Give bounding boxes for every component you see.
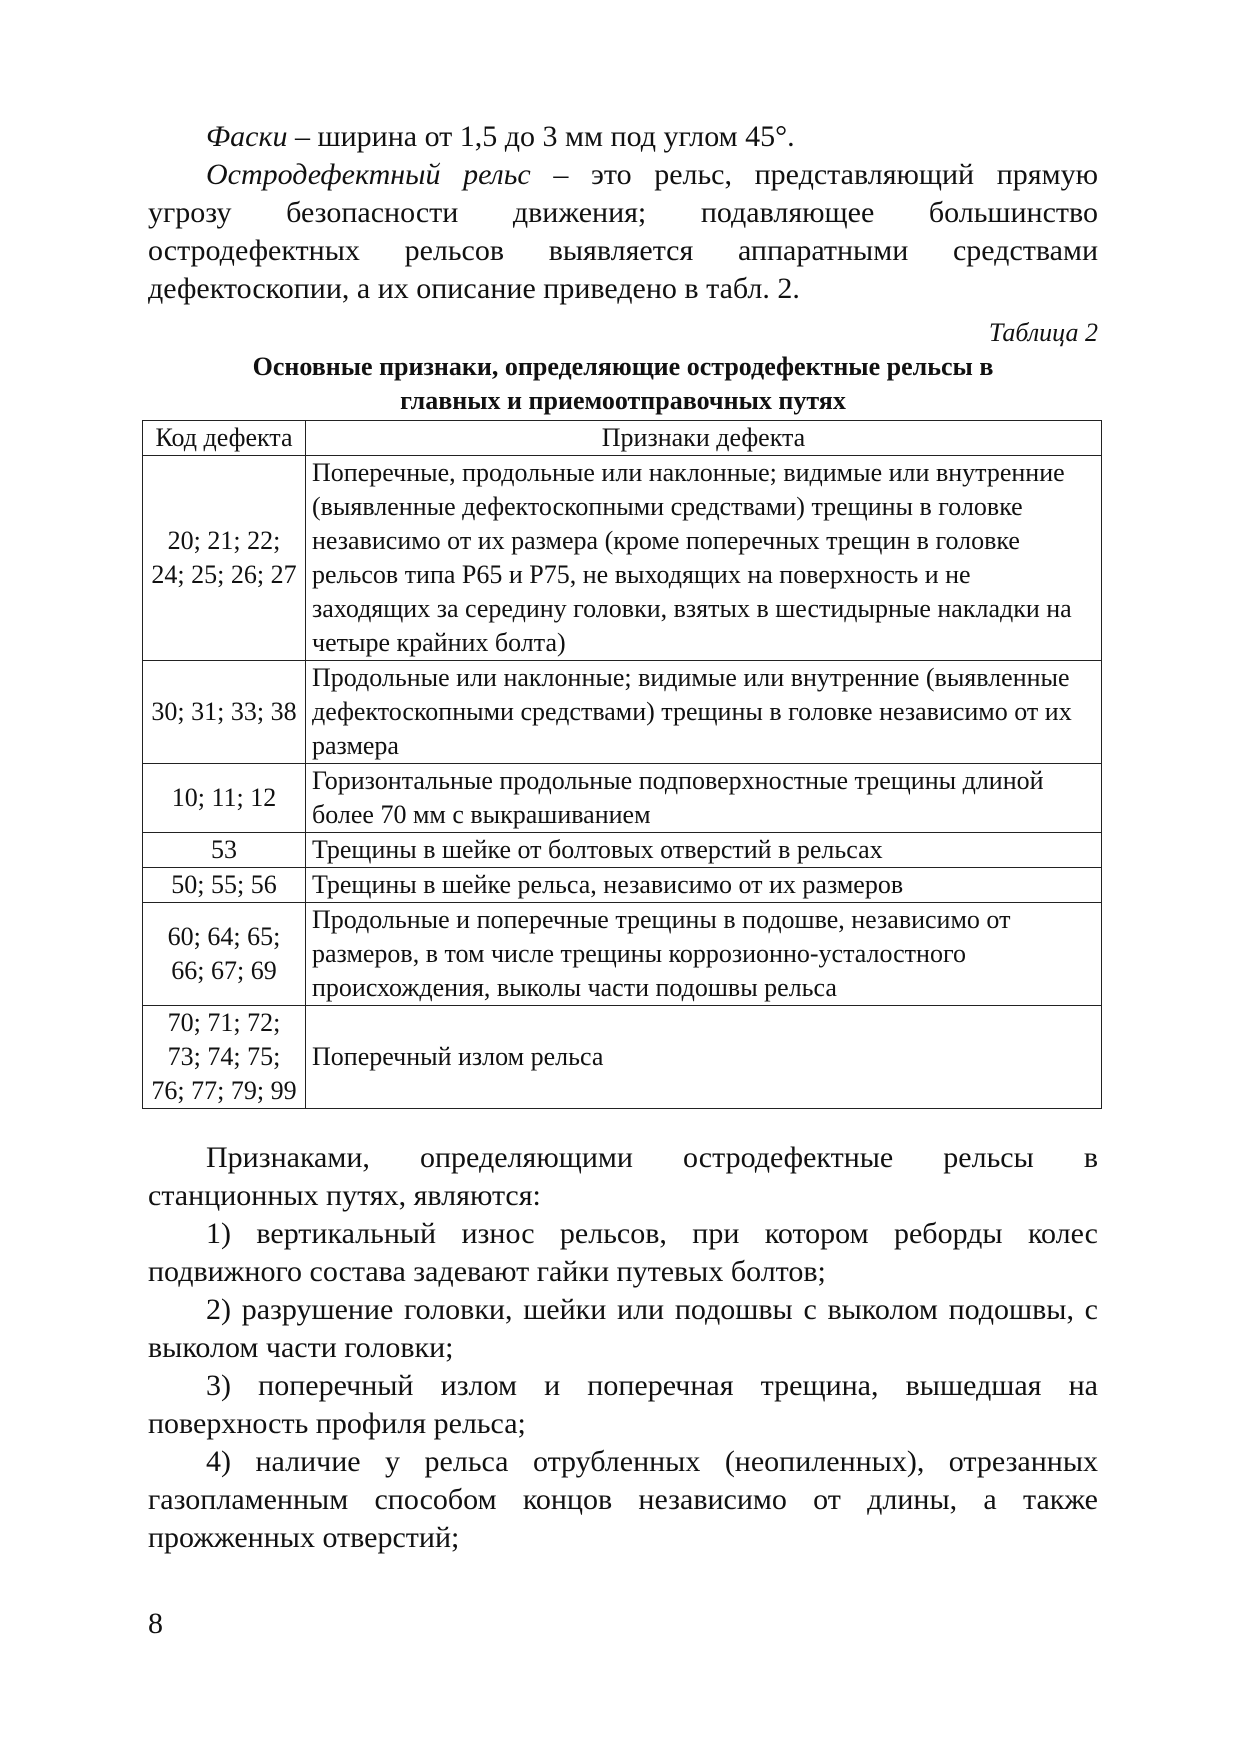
term-defective-rail: Остродефектный рельс (206, 158, 531, 191)
table-title (148, 350, 1098, 418)
list-item: 3) поперечный излом и поперечная трещина, вышедшая на поверхность профиля рельса; (148, 1369, 1098, 1440)
defect-code: 30; 31; 33; 38 (143, 661, 306, 764)
defect-code: 53 (143, 833, 306, 868)
defect-description: Продольные и поперечные трещины в подошве, независимо от размеров, в том числе трещины коррозионно-усталостного происхождения, выколы части подошвы рельса (306, 903, 1102, 1006)
defect-description: Поперечные, продольные или наклонные; видимые или внутренние (выявленные дефектоскопными средствами) трещины в головке независимо от их размера (кроме поперечных трещин в головке рельсов типа Р65 и Р75, не выходящих на поверхность и не заходящих за середину головки, взятых в шестидырные накладки на четыре крайних болта) (306, 456, 1102, 661)
header-code: Код дефекта (143, 421, 306, 456)
table-row (143, 833, 1102, 868)
defect-description: Горизонтальные продольные подповерхностные трещины длиной более 70 мм с выкрашиванием (306, 764, 1102, 833)
defect-code: 60; 64; 65; 66; 67; 69 (143, 903, 306, 1006)
list-item: 4) наличие у рельса отрубленных (неопиленных), отрезанных газопламенным способом концов независимо от длины, а также прожженных отверстий; (148, 1445, 1098, 1554)
table-row (143, 903, 1102, 1006)
defect-code: 50; 55; 56 (143, 868, 306, 903)
paragraph-station-tracks: Признаками, определяющими остродефектные рельсы в станционных путях, являются: (148, 1141, 1098, 1212)
paragraph-chamfers (148, 118, 1098, 156)
defect-description: Поперечный излом рельса (306, 1006, 1102, 1109)
table-row (143, 456, 1102, 661)
defect-code: 70; 71; 72; 73; 74; 75; 76; 77; 79; 99 (143, 1006, 306, 1109)
table-row (143, 661, 1102, 764)
table-row (143, 1006, 1102, 1109)
definition-chamfers: – ширина от 1,5 до 3 мм под углом 45°. (287, 120, 795, 153)
defects-table (142, 420, 1102, 1109)
page-content (148, 118, 1098, 1557)
defect-code: 20; 21; 22; 24; 25; 26; 27 (143, 456, 306, 661)
table-row (143, 868, 1102, 903)
table-title-line-2: главных и приемоотправочных путях (400, 386, 846, 415)
paragraph-defective-rail (148, 156, 1098, 308)
defect-description: Трещины в шейке рельса, независимо от их размеров (306, 868, 1102, 903)
term-chamfers: Фаски (206, 120, 288, 153)
table-row (143, 764, 1102, 833)
list-item: 1) вертикальный износ рельсов, при котором реборды колес подвижного состава задевают гайки путевых болтов; (148, 1217, 1098, 1288)
definition-defective-rail: – это рельс, представляющий прямую угрозу безопасности движения; подавляющее большинство остродефектных рельсов выявляется аппаратными средствами дефектоскопии, а их описание приведено в табл. 2. (148, 158, 1098, 305)
header-description: Признаки дефекта (306, 421, 1102, 456)
defect-description: Трещины в шейке от болтовых отверстий в рельсах (306, 833, 1102, 868)
table-title-line-1: Основные признаки, определяющие остродефектные рельсы в (252, 352, 994, 381)
table-label: Таблица 2 (988, 318, 1098, 347)
defect-description: Продольные или наклонные; видимые или внутренние (выявленные дефектоскопными средствами) трещины в головке независимо от их размера (306, 661, 1102, 764)
list-item: 2) разрушение головки, шейки или подошвы с выколом подошвы, с выколом части головки; (148, 1293, 1098, 1364)
table-header-row (143, 421, 1102, 456)
page-number: 8 (148, 1607, 163, 1640)
defect-code: 10; 11; 12 (143, 764, 306, 833)
